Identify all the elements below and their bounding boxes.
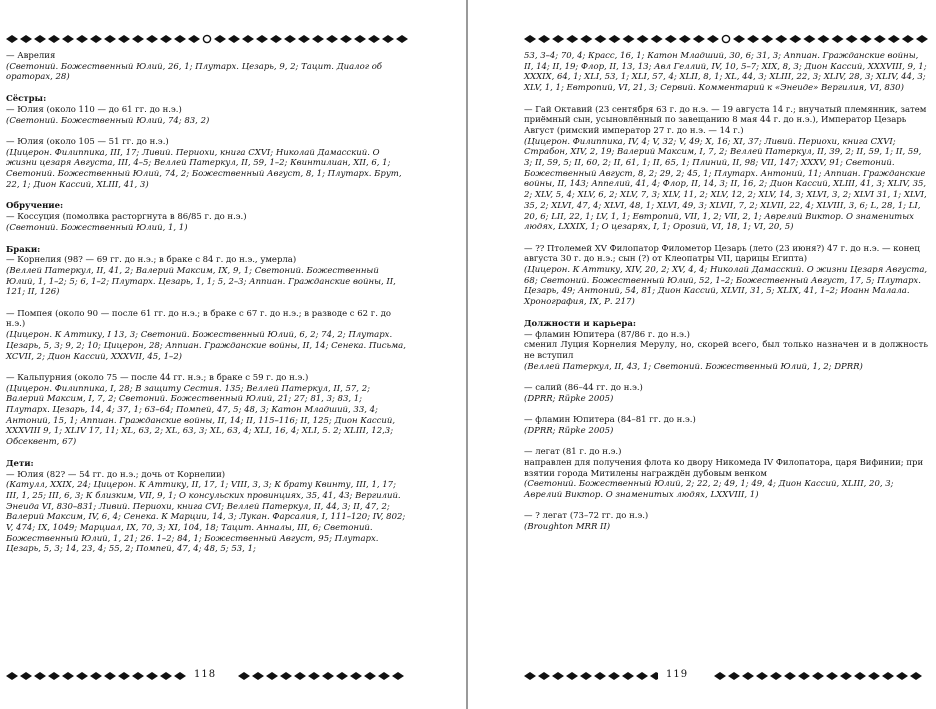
left-page	[0, 0, 466, 709]
right-page-footer	[524, 671, 928, 683]
citation-text: (Цицерон. К Аттику, XIV, 20, 2; XV, 4, 4; Николай Дамасский. О жизни Цезаря Августа, 68; Светоний. Божественный Юлий, 52, 1–2; Божественный Август, 17, 5; Плутарх. Цезарь, 49; Антоний, 54, 81; Дион Кассий, XLVII, 31, 5; XLIX, 41, 1–2; Иоанн Малала. Хронография, IX, Р. 217)	[524, 265, 928, 308]
ornamental-border-top-icon	[6, 34, 408, 44]
ornament-right-icon	[238, 671, 408, 681]
entry-text: — фламин Юпитера (84–81 гг. до н.э.)	[524, 415, 696, 426]
entry-text: — Юлия (около 105 — 51 гг. до н.э.)	[6, 136, 169, 147]
citation-text: (Катулл, XXIX, 24; Цицерон. К Аттику, II, 17, 1; VIII, 3, 3; К брату Квинту, III, 1, 17; III, 1, 25; III, 6, 3; К близким, VII, 9, 1; О консульских провинциях, 35, 41, 43; Вергилий. Энеида VI, 830–831; Ливий. Периохи, книга CVI; Веллей Патеркул, II, 44, 3; II, 47, 2; Валерий Максим, IV, 6, 4; Сенека. К Марции, 14, 3; Лукан. Фарсалия, I, 111–120; IV, 802; V, 474; IX, 1049; Марциал, IX, 70, 3; XI, 104, 18; Тацит. Анналы, III, 6; Светоний. Божественный Юлий, 1, 21; 26. 1–2; 84, 1; Божественный Август, 95; Плутарх. Цезарь, 5, 3; 14, 23, 4; 55, 2; Помпей, 47, 4; 48, 5; 53, 1;	[6, 480, 406, 555]
list-item	[524, 511, 928, 532]
entry-text: — Юлия (82? — 54 гг. до н.э.; дочь от Корнелии)	[6, 469, 226, 480]
list-item	[524, 447, 928, 501]
entry-text: — салий (86–44 гг. до н.э.)	[524, 383, 643, 394]
list-item	[6, 373, 408, 448]
section-heading: Дети:	[6, 458, 34, 469]
list-item	[6, 309, 408, 363]
list-item	[6, 137, 408, 191]
page-number: 118	[194, 669, 217, 680]
citation-text: 53, 3–4; 70, 4; Красс, 16, 1; Катон Младший, 30, 6; 31, 3; Аппиан. Гражданские войны, II, 14; II, 19; Флор, II, 13, 13; Авл Геллий, IV, 10, 5–7; XIX, 8, 3; Дион Кассий, XXXVIII, 9, 1; XXXIX, 64, 1; XLI, 53, 1; XLI, 57, 4; XLII, 8, 1; XL, 44, 3; XLIII, 22, 3; XLIV, 28, 3; XLIV, 44, 3; XLV, 1, 1; Евтропий, VI, 21, 3; Сервий. Комментарий к «Энеиде» Вергилия, VI, 830)	[524, 51, 927, 94]
page-number: 119	[666, 669, 689, 680]
entry-text: — Юлия (около 110 — до 61 гг. до н.э.)	[6, 104, 182, 115]
ornamental-border-top-icon	[524, 34, 928, 44]
entry-text: — Помпея (около 90 — после 61 гг. до н.э.; в браке с 67 г. до н.э.; в разводе с 62 г. до н.э.)	[6, 308, 391, 330]
list-item	[524, 330, 928, 373]
citation-text: (Цицерон. К Аттику, I 13, 3; Светоний. Божественный Юлий, 6, 2; 74, 2; Плутарх. Цезарь, 5, 3; 9, 2; 10; Цицерон, 28; Аппиан. Гражданские войны, II, 14; Сенека. Письма, XCVII, 2; Дион Кассий, XXXVII, 45, 1–2)	[6, 330, 406, 362]
list-item	[6, 105, 408, 126]
citation-text: (Светоний. Божественный Юлий, 74; 83, 2)	[6, 115, 210, 126]
entry-text: — Корнелия (98? — 69 гг. до н.э.; в браке с 84 г. до н.э., умерла)	[6, 255, 297, 266]
citation-text: (Веллей Патеркул, II, 41, 2; Валерий Максим, IX, 9, 1; Светоний. Божественный Юлий, 1, 1–2; 5; 6, 1–2; Плутарх. Цезарь, 1, 1; 5, 2–3; Аппиан. Гражданские войны, II, 121; II, 126)	[6, 265, 396, 298]
list-item	[524, 415, 928, 436]
ornament-right-icon	[714, 671, 928, 681]
entry-text: — ?? Птолемей XV Филопатор Филометор Цезарь (лето (23 июня?) 47 г. до н.э. — конец августа 30 г. до н.э.; сын (?) от Клеопатры VII, царицы Египта)	[524, 243, 920, 265]
list-item	[524, 383, 928, 404]
citation-text: (Цицерон. Филиппика, I, 28; В защиту Сестия. 135; Веллей Патеркул, II, 57, 2; Валерий Максим, I, 7, 2; Светоний. Божественный Юлий, 21; 27; 81, 3; 83, 1; Плутарх. Цезарь, 14, 4; 37, 1; 63–64; Помпей, 47, 5; 48, 3; Катон Младший, 33, 4; Антоний, 15, 1; Аппиан. Гражданские войны, II, 14; II, 115–116; II, 125; Дион Кассий, XXXVIII 9, 1; XLIV 17, 11; XL, 63, 2; XL, 63, 3; XL, 63, 4; XLI, 16, 4; XLI, 5. 2; XLIII, 12,3; Обсеквент, 67)	[6, 383, 396, 448]
citation-text: (DPRR; Rüpke 2005)	[524, 393, 614, 404]
entry-text: — Кальпурния (около 75 — после 44 гг. н.э.; в браке с 59 г. до н.э.)	[6, 372, 309, 383]
section-heading: Сёстры:	[6, 94, 47, 105]
citation-text: (DPRR; Rüpke 2005)	[524, 425, 614, 436]
citation-text: (Светоний. Божественный Юлий, 2; 22, 2; 49, 1; 49, 4; Дион Кассий, XLIII, 20, 3; Аврелий Виктор. О знаменитых людях, LXXVIII, 1)	[524, 479, 894, 501]
entry-text: — фламин Юпитера (87/86 г. до н.э.)	[524, 329, 690, 340]
list-item	[6, 470, 408, 556]
section-heading: Обручение:	[6, 201, 64, 212]
section-heading: Должности и карьера:	[524, 318, 637, 329]
citation-text: (Веллей Патеркул, II, 43, 1; Светоний. Божественный Юлий, 1, 2; DPRR)	[524, 361, 863, 372]
list-item	[6, 51, 408, 83]
entry-text: — Коссуция (помолвка расторгнута в 86/85 г. до н.э.)	[6, 212, 247, 223]
citation-text: (Цицерон. Филиппика, III, 17; Ливий. Периохи, книга CXVI; Николай Дамасский. О жизни цезаря Августа, III, 4–5; Веллей Патеркул, II, 59, 1–2; Квинтилиан, XII, 6, 1; Светоний. Божественный Юлий, 74, 2; Божественный Август, 8, 1; Плутарх. Брут, 22, 1; Дион Кассий, XLIII, 41, 3)	[6, 147, 402, 190]
list-item	[524, 244, 928, 308]
list-item	[6, 255, 408, 298]
entry-text: — легат (81 г. до н.э.)	[524, 447, 622, 458]
ornament-left-icon	[6, 671, 186, 681]
left-page-text	[6, 51, 408, 555]
citation-text: (Цицерон. Филиппика, IV, 4; V, 32; V, 49; X, 16; XI, 37; Ливий. Периохи, книга CXVI; Страбон, XIV, 2, 19; Валерий Максим, I, 7, 2; Веллей Патеркул, II, 39, 2; II, 59, 1; II, 59, 3; II, 59, 5; II, 60, 2; II, 61, 1; II, 65, 1; Плиний, II, 98; VII, 147; XXXV, 91; Светоний. Божественный Август, 8, 2; 29, 2; 45, 1; Плутарх. Антоний, 11; Аппиан. Гражданские войны, II, 143; Аппелий, 41, 4; Флор, II, 14, 3; II, 16, 2; Дион Кассий, XLIII, 41, 3; XLIV, 35, 2; XLV, 5, 4; XLV, 6, 2; XLV, 7, 3; XLV, 11, 2; XLV, 12, 2; XLV, 14, 3; XLVI, 3, 2; XLVI 31, 1; XLVI, 35, 2; XLVI, 47, 4; XLVI, 48, 1; XLVI, 49, 3; XLVII, 7, 2; XLVII, 22, 4; XLVIII, 3, 6; L, 28, 1; LI, 20, 6; LII, 22, 1; LV, 1, 1; Евтропий, VII, 1, 2; VII, 2, 1; Аврелий Виктор. О знаменитых людях, LXXIX, 1; О цезарях, I, 1; Орозий, VI, 18, 1; VI, 20, 5)	[524, 136, 927, 233]
citation-text: (Broughton MRR II)	[524, 522, 611, 533]
entry-text: — Аврелия	[6, 51, 56, 61]
list-item	[524, 105, 928, 233]
list-item	[524, 51, 928, 94]
right-page-text	[524, 51, 928, 533]
citation-text: (Светоний. Божественный Юлий, 26, 1; Плутарх. Цезарь, 9, 2; Тацит. Диалог об ораторах, 28)	[6, 61, 382, 83]
ornament-left-icon	[524, 671, 658, 681]
list-item	[6, 212, 408, 233]
entry-text: сменил Луция Корнелия Мерулу, но, скорей всего, был только назначен и в должность не вступил	[524, 340, 928, 361]
section-heading: Браки:	[6, 244, 41, 255]
left-page-footer	[6, 671, 408, 683]
entry-text: направлен для получения флота ко двору Никомеда IV Филопатора, царя Вифинии; при взятии города Митилены награждён дубовым венком	[524, 457, 924, 479]
citation-text: (Светоний. Божественный Юлий, 1, 1)	[6, 222, 188, 233]
right-page	[468, 0, 936, 709]
entry-text: — ? легат (73–72 гг. до н.э.)	[524, 511, 649, 522]
entry-text: — Гай Октавий (23 сентября 63 г. до н.э. — 19 августа 14 г.; внучатый племянник, затем приёмный сын, усыновлённый по завещанию 8 мая 44 г. до н.э.), Император Цезарь Август (римский император 27 г. до н.э. — 14 г.)	[524, 104, 927, 136]
